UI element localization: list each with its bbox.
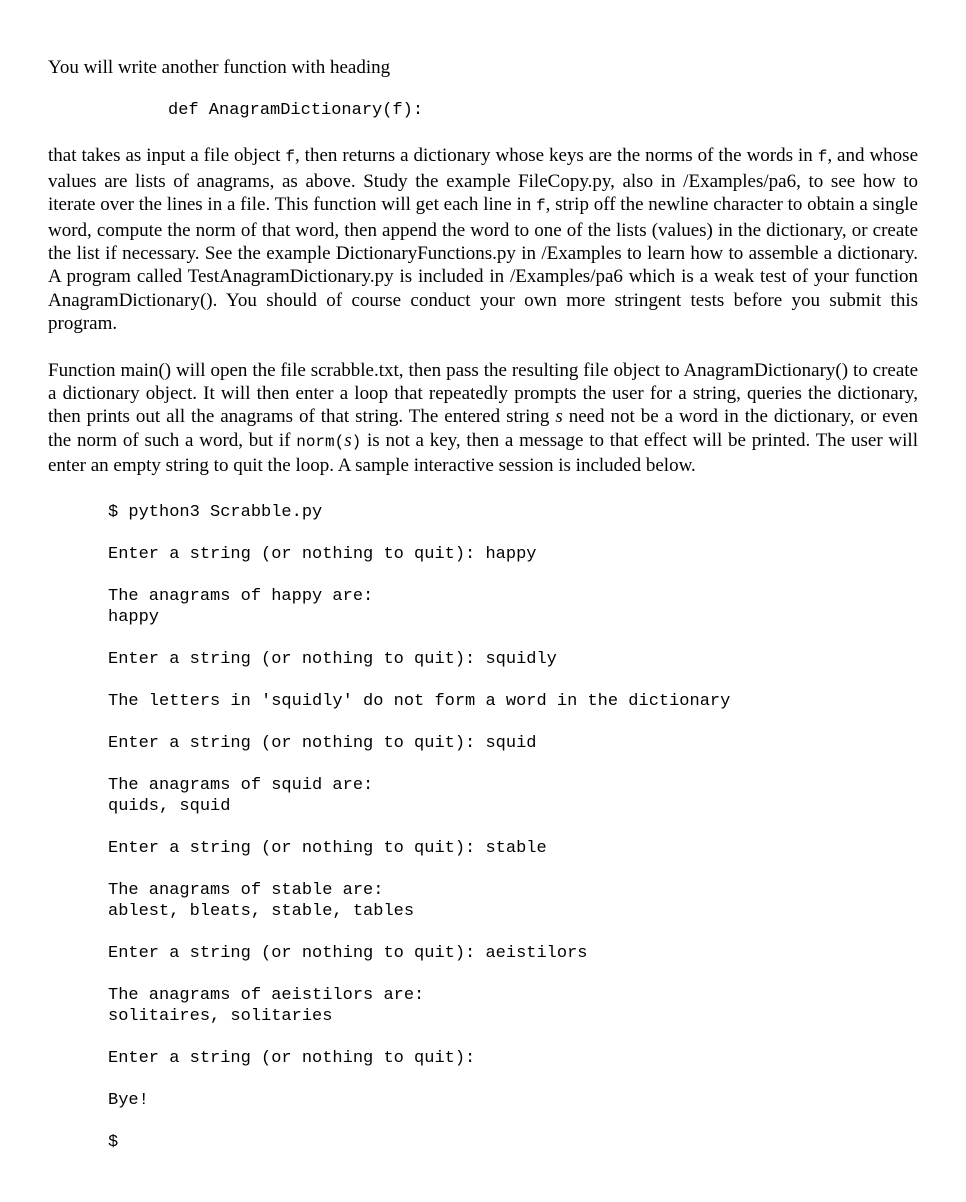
session-blank-line [108,1069,918,1090]
session-line: solitaires, solitaries [108,1006,333,1026]
session-line: happy [108,607,160,627]
para2-var-s: s [555,406,563,428]
session-blank-line [108,964,918,985]
session-line: quids, squid [108,796,231,816]
session-blank-line [108,628,918,649]
para1-code-f-3: f [536,197,546,216]
session-line: The letters in 'squidly' do not form a word in the dictionary [108,691,731,711]
session-blank-line [108,1027,918,1048]
sample-session [108,502,918,1153]
session-line: The anagrams of happy are: [108,586,374,606]
session-line: The anagrams of squid are: [108,775,374,795]
session-blank-line [108,670,918,691]
session-blank-line [108,1111,918,1132]
intro-text: You will write another function with heading [48,57,391,78]
para1-text-3: , and whose values are lists of anagrams, as above. Study the example FileCopy.py, also in /Examples/pa6, to see how to iterate over the lines in a file. This function will get each line in [48,145,919,216]
session-line: Enter a string (or nothing to quit): [108,1048,476,1068]
para2-text-3: is not a key, then a message to that effect will be printed. The user will enter an empty string to quit the loop. A sample interactive session is included below. [48,429,918,477]
para2-code-norm-close: ) [351,432,362,451]
para1-text-2: , then returns a dictionary whose keys are the norms of the words in [294,145,818,167]
session-line: Enter a string (or nothing to quit): squid [108,733,537,753]
session-line: Enter a string (or nothing to quit): happy [108,544,537,564]
para1-code-f-1: f [285,148,295,167]
paragraph-main-function [48,359,918,478]
para2-text-1: Function main() will open the file scrabble.txt, then pass the resulting file object to AnagramDictionary() to create a dictionary object. It will then enter a loop that repeatedly prompts the user for a string, queries the dictionary, then prints out all the anagrams of that string. The entered string [48,359,918,428]
session-blank-line [108,859,918,880]
session-line: Enter a string (or nothing to quit): stable [108,838,547,858]
session-line: $ [108,1132,119,1152]
para1-text-1: that takes as input a file object [48,145,286,167]
session-line: The anagrams of stable are: [108,880,384,900]
session-blank-line [108,523,918,544]
para1-code-f-2: f [817,148,828,167]
session-line: The anagrams of aeistilors are: [108,985,425,1005]
session-blank-line [108,565,918,586]
function-heading-code: def AnagramDictionary(f): [168,101,424,121]
session-blank-line [108,817,918,838]
session-blank-line [108,712,918,733]
para1-text-4: , strip off the newline character to obtain a single word, compute the norm of that word, then append the word to one of the lists (values) in the dictionary, or create the list if necessary. See the example DictionaryFunctions.py in /Examples to learn how to assemble a dictionary. A program called TestAnagramDictionary.py is included in /Examples/pa6 which is a weak test of your function AnagramDictionary(). You should of course conduct your own more stringent tests before you submit this program. [48,194,918,335]
session-line: ablest, bleats, stable, tables [108,901,415,921]
session-line: $ python3 Scrabble.py [108,502,323,522]
para2-code-s: s [344,429,352,451]
para2-text-2: need not be a word in the dictionary, or even the norm of such a word, but if [48,406,918,451]
session-blank-line [108,922,918,943]
session-line: Enter a string (or nothing to quit): squidly [108,649,557,669]
session-line: Enter a string (or nothing to quit): aeistilors [108,943,588,963]
paragraph-anagram-dictionary [48,144,918,335]
session-line: Bye! [108,1090,149,1110]
session-blank-line [108,754,918,775]
document-page [48,56,918,1153]
para2-code-norm-open: norm( [296,432,345,451]
